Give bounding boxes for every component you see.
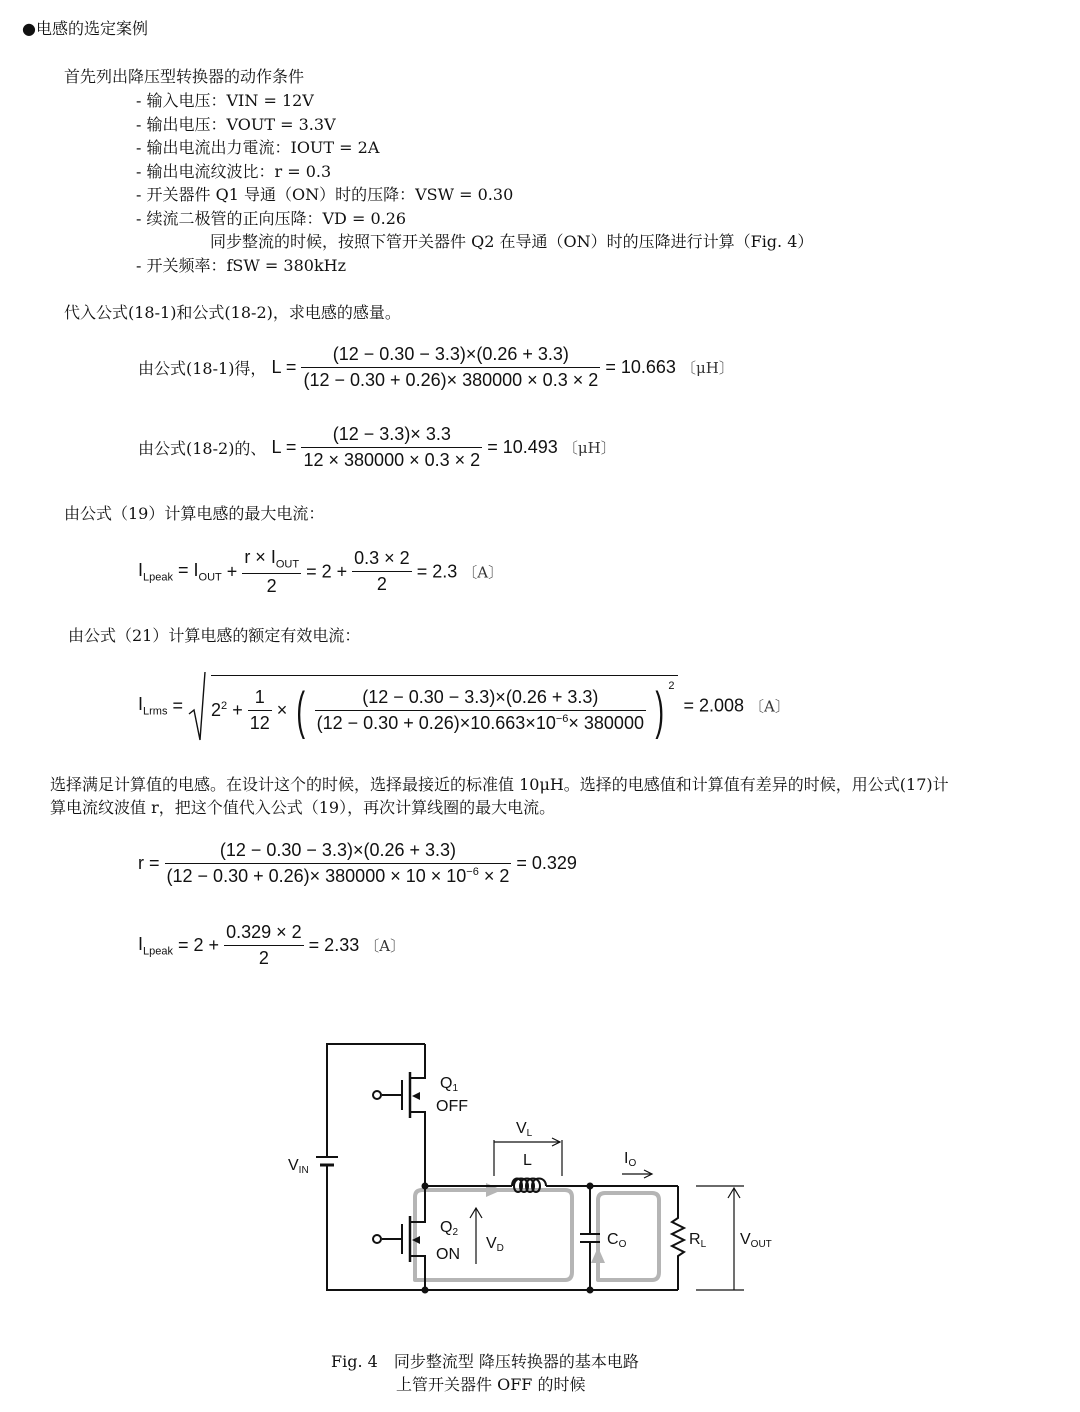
q1-body-arrow [412, 1092, 420, 1100]
lhs-main: I [138, 933, 144, 954]
paragraph-peak: 由公式（19）计算电感的最大电流： [64, 504, 325, 523]
den-sup: −6 [466, 866, 479, 878]
den-b: × 2 [478, 866, 510, 886]
den-sup: −6 [555, 713, 569, 726]
fraction [248, 687, 272, 734]
lhs-main: I [138, 694, 144, 715]
numerator: 0.3 × 2 [352, 548, 412, 572]
outer-sup: 2 [668, 680, 675, 693]
paren-left: ( [296, 681, 306, 740]
eq-prefix: 由公式(18-1)得， [138, 359, 267, 378]
term1-base: 2 [211, 700, 222, 721]
fraction [165, 840, 512, 887]
numerator: (12 − 3.3)× 3.3 [301, 424, 482, 448]
intro-text: 首先列出降压型转换器的动作条件 [64, 67, 305, 86]
junction-dots [422, 1183, 594, 1294]
lhs-sub: Lpeak [143, 571, 173, 584]
l-label: L [523, 1152, 532, 1169]
page-heading: ●电感的选定案例 [22, 19, 148, 38]
eq-lhs: L = [271, 357, 297, 377]
current-arrow-cap [591, 1247, 605, 1263]
q2-label: Q2 [440, 1219, 459, 1238]
eq-unit: 〔μH〕 [562, 439, 616, 457]
io-label: IO [624, 1150, 637, 1169]
eq-unit: 〔A〕 [364, 937, 406, 955]
vout-label: VOUT [740, 1231, 772, 1250]
paren-right: ) [655, 681, 664, 740]
eq-lhs: L = [271, 437, 297, 457]
mid-text: = I [178, 560, 199, 580]
condition-item: - 输入电压：VIN = 12V [136, 91, 314, 110]
condition-item: - 开关频率：fSW = 380kHz [136, 256, 347, 275]
denominator: 2 [266, 575, 277, 596]
fraction [301, 344, 600, 391]
eq-unit: 〔A〕 [749, 697, 790, 716]
equation-peak-current [138, 547, 503, 597]
vin-label: VIN [288, 1157, 309, 1176]
equation-18-1 [138, 344, 734, 391]
q1-drain-wire [410, 1044, 425, 1078]
equation-18-2 [138, 424, 616, 471]
buck-converter-circuit [0, 1030, 1080, 1310]
eq-result: = 2.008 [683, 695, 745, 716]
denominator [315, 711, 646, 734]
denominator: 2 [376, 574, 387, 595]
paragraph-substitute: 代入公式(18-1)和公式(18-2)，求电感的感量。 [64, 303, 401, 322]
junction-dot [587, 1183, 594, 1190]
numerator: (12 − 0.30 − 3.3)×(0.26 + 3.3) [315, 687, 646, 711]
eq-result: = 10.493 [487, 437, 558, 457]
eq-plus: + [232, 700, 243, 721]
q1-state-label: OFF [436, 1098, 468, 1115]
denominator: 12 [249, 713, 270, 734]
condition-note: 同步整流的时候，按照下管开关器件 Q2 在导通（ON）时的压降进行计算（Fig. 4） [210, 232, 814, 251]
condition-item: - 续流二极管的正向压降：VD = 0.26 [136, 209, 407, 228]
rl-label: RL [689, 1231, 707, 1250]
numerator: (12 − 0.30 − 3.3)×(0.26 + 3.3) [301, 344, 600, 368]
denominator [165, 864, 512, 887]
figure-caption-line1: Fig. 4 同步整流型 降压转换器的基本电路 [331, 1352, 639, 1371]
condition-item: - 输出电压：VOUT = 3.3V [136, 115, 336, 134]
numerator: (12 − 0.30 − 3.3)×(0.26 + 3.3) [165, 840, 512, 864]
eq-lhs [138, 694, 168, 718]
q1-label: Q1 [440, 1075, 459, 1094]
eq-mid [178, 560, 222, 584]
equation-peak-recalc [138, 922, 405, 969]
fraction [315, 687, 646, 734]
lhs-sub: Lrms [143, 705, 168, 718]
condition-item: - 开关器件 Q1 导通（ON）时的压降：VSW = 0.30 [136, 185, 514, 204]
q2-gate-bubble [373, 1235, 381, 1243]
eq-lhs: r = [138, 853, 160, 873]
eq-times: × [276, 700, 288, 721]
eq-lhs [138, 560, 173, 584]
paragraph-select-line1: 选择满足计算值的电感。在设计这个的时候，选择最接近的标准值 10μH。选择的电感值和计算值有差异的时候，用公式(17)计 [50, 775, 949, 794]
denominator: 2 [258, 948, 269, 968]
lhs-sub: Lpeak [143, 945, 173, 958]
junction-dot [422, 1183, 429, 1190]
eq-sign: = [172, 695, 183, 716]
lhs-main: I [138, 560, 144, 580]
condition-item: - 输出电流出力電流：IOUT = 2A [136, 138, 380, 157]
eq-plus: + [226, 561, 238, 582]
fraction [224, 922, 304, 969]
fraction [301, 424, 482, 471]
equation-rms-current [138, 670, 790, 742]
sqrt-symbol [188, 670, 206, 742]
eq-unit: 〔μH〕 [681, 359, 734, 377]
eq-result: = 2.3 [416, 561, 458, 582]
numerator: 1 [248, 687, 272, 711]
vl-label: VL [516, 1120, 533, 1139]
denominator: 12 × 380000 × 0.3 × 2 [303, 450, 481, 470]
numerator: 0.329 × 2 [224, 922, 304, 946]
q2-source-wire [410, 1256, 425, 1290]
junction-dot [587, 1287, 594, 1294]
numerator [242, 547, 301, 574]
figure-caption-line2: 上管开关器件 OFF 的时候 [396, 1375, 586, 1394]
junction-dot [422, 1287, 429, 1294]
eq-result: = 10.663 [605, 357, 676, 377]
denominator: (12 − 0.30 + 0.26)× 380000 × 0.3 × 2 [303, 370, 599, 390]
co-label: CO [607, 1231, 627, 1250]
resistor [672, 1186, 684, 1290]
term1 [211, 700, 227, 720]
fraction [352, 548, 412, 595]
den-a: (12 − 0.30 + 0.26)×10.663×10 [316, 713, 556, 734]
eq-lhs [138, 933, 173, 958]
eq-prefix: 由公式(18-2)的、 [138, 439, 267, 458]
paragraph-rms: 由公式（21）计算电感的额定有效电流： [68, 626, 361, 645]
q1-gate-bubble [373, 1091, 381, 1099]
eq-result: = 0.329 [516, 853, 577, 873]
paragraph-select-line2: 算电流纹波值 r，把这个值代入公式（19），再次计算线圈的最大电流。 [50, 798, 556, 817]
condition-item: - 输出电流纹波比：r = 0.3 [136, 162, 332, 181]
fraction [242, 547, 301, 597]
mid-sub: OUT [198, 571, 222, 584]
equation-ripple-ratio [138, 840, 577, 887]
den-a: (12 − 0.30 + 0.26)× 380000 × 10 × 10 [166, 866, 467, 886]
vd-label: VD [486, 1235, 504, 1254]
eq-mid: = 2 + [178, 935, 220, 955]
den-b: × 380000 [568, 713, 644, 734]
q1-source-wire [410, 1112, 425, 1186]
term1-sup: 2 [221, 700, 228, 713]
num-sub: OUT [275, 558, 300, 571]
eq-result: = 2.33 [308, 935, 360, 955]
num-text: r × I [244, 547, 276, 567]
q2-state-label: ON [436, 1246, 460, 1263]
sqrt-body [211, 675, 678, 740]
eq-unit: 〔A〕 [462, 563, 504, 582]
eq-mid2: = 2 + [306, 561, 348, 582]
